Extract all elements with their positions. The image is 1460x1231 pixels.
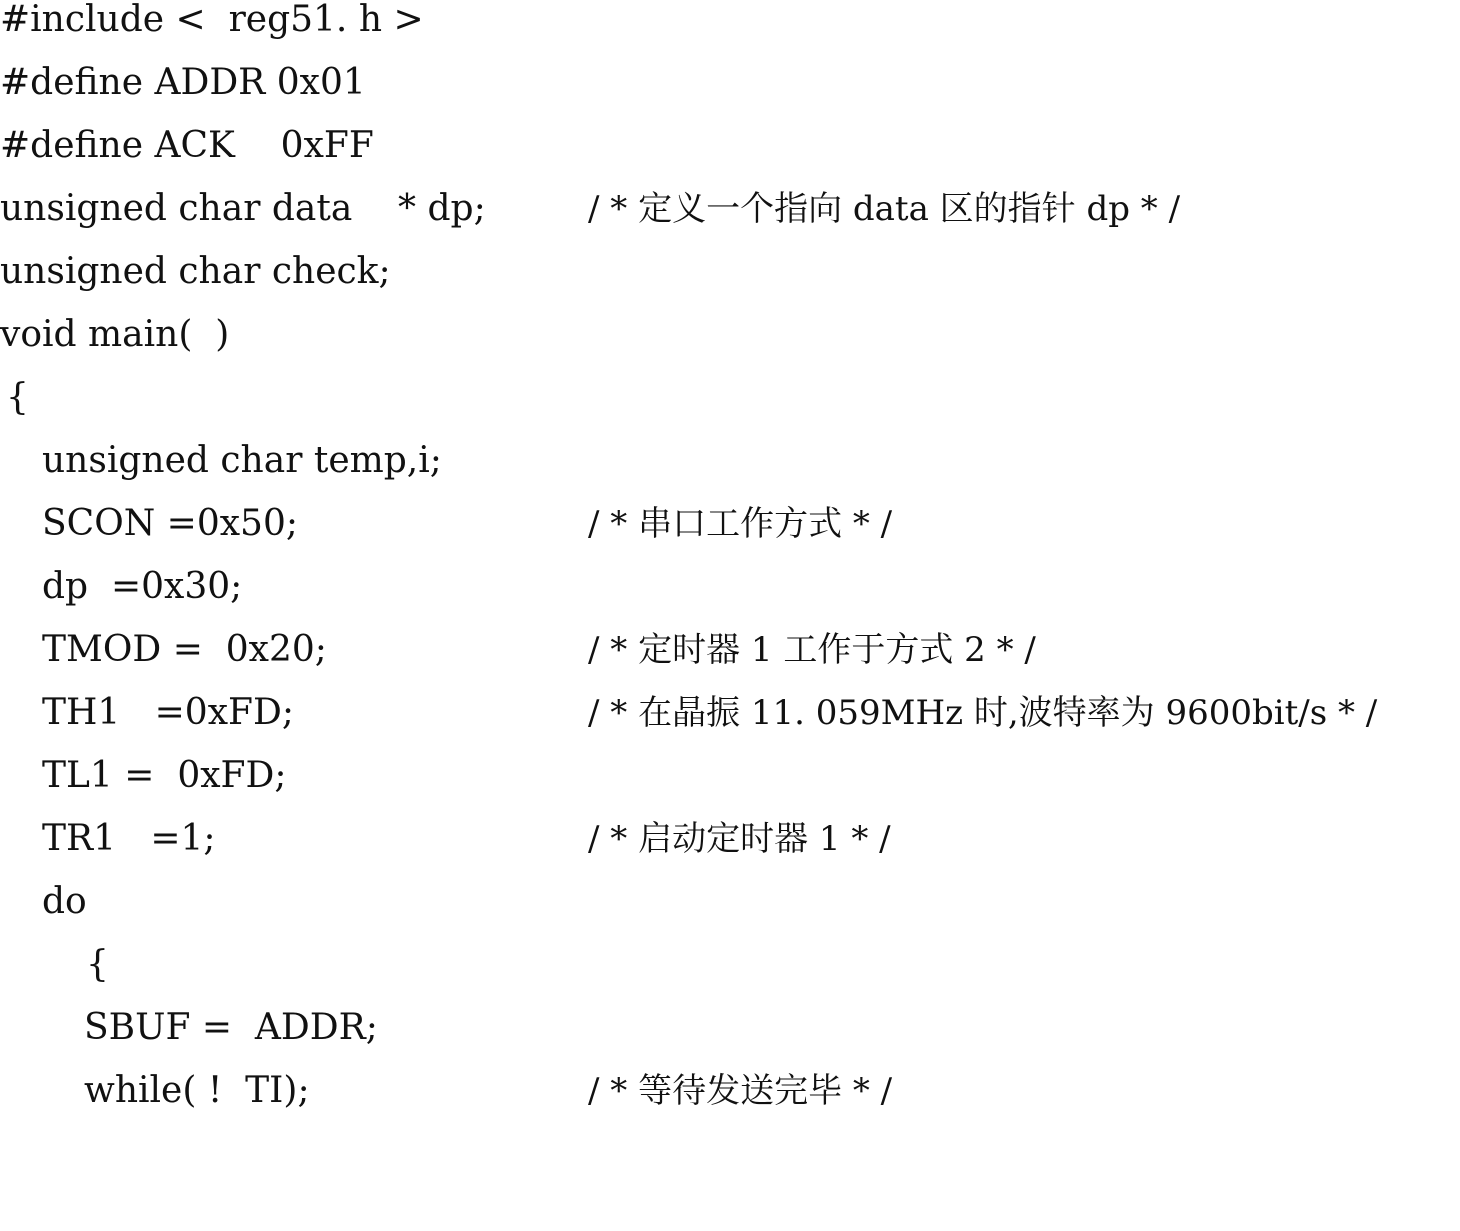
code-text: TL1 = 0xFD;: [42, 755, 287, 796]
code-line-tl1: [0, 756, 1460, 819]
code-line-main-signature: [0, 315, 1460, 378]
code-line-define-ack: [0, 126, 1460, 189]
code-line-dp-declaration: [0, 189, 1460, 252]
code-line-sbuf: [0, 1008, 1460, 1071]
code-text: {: [86, 944, 109, 985]
code-text: while( ! TI);: [84, 1070, 310, 1111]
code-line-while-ti: [0, 1071, 1460, 1134]
code-text: {: [6, 377, 29, 418]
code-text: unsigned char temp,i;: [42, 440, 442, 481]
code-line-include: [0, 0, 1460, 63]
code-line-local-vars: [0, 441, 1460, 504]
code-line-tmod: [0, 630, 1460, 693]
code-text: TR1 =1;: [42, 818, 216, 859]
code-line-th1: [0, 693, 1460, 756]
code-line-do-open-brace: [0, 945, 1460, 1008]
code-line-open-brace: [0, 378, 1460, 441]
code-line-do: [0, 882, 1460, 945]
code-text: #include < reg51. h >: [0, 0, 424, 40]
code-comment: / * 等待发送完毕 * /: [588, 1071, 893, 1111]
code-text: TMOD = 0x20;: [42, 629, 327, 670]
code-line-define-addr: [0, 63, 1460, 126]
code-comment: / * 定时器 1 工作于方式 2 * /: [588, 630, 1036, 670]
code-text: unsigned char data * dp;: [0, 188, 486, 229]
code-text: SBUF = ADDR;: [84, 1007, 378, 1048]
code-text: dp =0x30;: [42, 566, 243, 607]
code-text: #define ADDR 0x01: [0, 62, 366, 103]
code-line-tr1: [0, 819, 1460, 882]
code-line-check-declaration: [0, 252, 1460, 315]
code-comment: / * 启动定时器 1 * /: [588, 819, 891, 859]
code-comment: / * 串口工作方式 * /: [588, 504, 893, 544]
code-text: SCON =0x50;: [42, 503, 298, 544]
code-line-dp-assign: [0, 567, 1460, 630]
code-text: TH1 =0xFD;: [42, 692, 294, 733]
code-text: unsigned char check;: [0, 251, 391, 292]
code-comment: / * 定义一个指向 data 区的指针 dp * /: [588, 189, 1181, 229]
code-text: do: [42, 881, 87, 922]
code-line-scon: [0, 504, 1460, 567]
code-comment: / * 在晶振 11. 059MHz 时,波特率为 9600bit/s * /: [588, 693, 1378, 733]
code-text: #define ACK 0xFF: [0, 125, 374, 166]
code-text: void main( ): [0, 314, 230, 355]
